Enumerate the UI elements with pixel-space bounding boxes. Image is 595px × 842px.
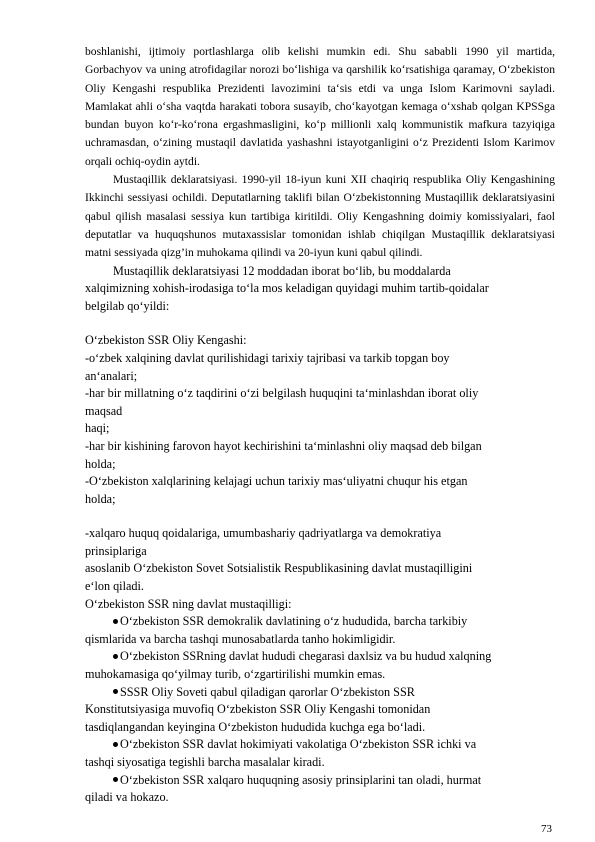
text-line: haqi; <box>85 421 110 436</box>
page-number: 73 <box>541 823 552 835</box>
bullet-dot-icon <box>113 654 118 659</box>
bullet-text: SSSR Oliy Soveti qabul qiladigan qarorlar O‘zbekiston SSR <box>120 684 415 699</box>
text-line: holda; <box>85 456 116 471</box>
bullet-item <box>85 648 555 666</box>
text-line: -har bir kishining farovon hayot kechirishini ta‘minlashni oliy maqsad deb bilgan <box>85 438 482 453</box>
text-line: an‘analari; <box>85 368 138 383</box>
text-line: xalqimizning xohish-irodasiga to‘la mos keladigan quyidagi muhim tartib-qoidalar <box>85 281 489 296</box>
text-line: -o‘zbek xalqining davlat qurilishidagi tarixiy tajribasi va tarkib topgan boy <box>85 350 450 365</box>
bullet-continuation: muhokamasiga qo‘yilmay turib, o‘zgartirilishi mumkin emas. <box>85 667 386 682</box>
bullet-text: O‘zbekiston SSR davlat hokimiyati vakolatiga O‘zbekiston SSR ichki va <box>120 737 477 752</box>
text-line: -har bir millatning o‘z taqdirini o‘zi belgilash huquqini ta‘minlashdan iborat oliy <box>85 386 479 401</box>
bullet-item <box>85 613 555 631</box>
text-line: -xalqaro huquq qoidalariga, umumbashariy qadriyatlarga va demokratiya <box>85 526 442 541</box>
bullet-continuation: qiladi va hokazo. <box>85 790 169 805</box>
bullet-continuation: tasdiqlangandan keyingina O‘zbekiston hududida kuchga ega bo‘ladi. <box>85 719 426 734</box>
bullet-item <box>85 736 555 754</box>
blank-line <box>85 315 555 332</box>
text-line: holda; <box>85 491 116 506</box>
bullet-text: O‘zbekiston SSR demokralik davlatining o‘z hududida, barcha tarkibiy <box>120 614 468 629</box>
bullet-text: O‘zbekiston SSR xalqaro huquqning asosiy prinsiplarini tan oladi, hurmat <box>120 772 482 787</box>
bullet-continuation: Konstitutsiyasiga muvofiq O‘zbekiston SSR Oliy Kengashi tomonidan <box>85 702 431 717</box>
paragraph-declaration: Mustaqillik deklaratsiyasi. 1990-yil 18-iyun kuni XII chaqiriq respublika Oliy Kengashining Ikkinchi sessiyasi ochildi. Deputatlarning taklifi bilan O‘zbekistonning Mustaqillik deklaratsiyasini qabul qilish masalasi sessiya kun tartibiga kiritildi. Oliy Kengashning doimiy komissiyalari, faol deputatlar va huquqshunos mutaxassislar tomonidan ishlab chiqilgan Mustaqillik deklaratsiyasi matni sessiyada qizg’in muhokama qilindi va 20-iyun kuni qabul qilindi. <box>85 173 555 260</box>
bullet-dot-icon <box>113 619 118 624</box>
text-line: O‘zbekiston SSR ning davlat mustaqilligi: <box>85 596 292 611</box>
bullet-dot-icon <box>113 777 118 782</box>
text-line: prinsiplariga <box>85 543 147 558</box>
page-body <box>85 43 555 807</box>
bullet-item <box>85 684 555 702</box>
paragraph-president: boshlanishi, ijtimoiy portlashlarga olib kelishi mumkin edi. Shu sababli 1990 yil martida, Gorbachyov va uning atrofidagilar norozi bo‘lishiga va qarshilik ko‘rsatishiga qaramay, O‘zbekiston Oliy Kengashi respublika Prezidenti lavozimini ta‘sis etdi va unga Islom Karimovni sayladi. Mamlakat ahli o‘sha vaqtda harakati tobora susayib, cho‘kayotgan kemaga o‘xshab qolgan KPSSga bundan buyon ko‘r-ko‘rona ergashmasligini, ko‘p millionli xalq kommunistik mafkura tazyiqiga uchramasdan, o‘zining mustaqil davlatida yashashni istayotganligini o‘z Prezidenti Islom Karimov orqali ochiq-oydin aytdi. <box>85 45 555 168</box>
blank-line <box>85 508 555 525</box>
text-line: asoslanib O‘zbekiston Sovet Sotsialistik Respublikasining davlat mustaqilligini <box>85 561 473 576</box>
bullet-text: O‘zbekiston SSRning davlat hududi chegarasi daxlsiz va bu hudud xalqning <box>120 649 492 664</box>
bullet-dot-icon <box>113 689 118 694</box>
bullet-continuation: qismlarida va barcha tashqi munosabatlarda tanho hokimligidir. <box>85 631 396 646</box>
bullet-item <box>85 772 555 790</box>
text-line: belgilab qo‘yildi: <box>85 298 170 313</box>
text-line: O‘zbekiston SSR Oliy Kengashi: <box>85 333 247 348</box>
text-line: e‘lon qiladi. <box>85 579 144 594</box>
text-line: Mustaqillik deklaratsiyasi 12 moddadan iborat bo‘lib, bu moddalarda <box>113 263 451 278</box>
bullet-continuation: tashqi siyosatiga tegishli barcha masalalar kiradi. <box>85 755 325 769</box>
bullet-dot-icon <box>113 742 118 747</box>
text-line: maqsad <box>85 403 123 418</box>
text-line: -O‘zbekiston xalqlarining kelajagi uchun tarixiy mas‘uliyatni chuqur his etgan <box>85 474 468 489</box>
